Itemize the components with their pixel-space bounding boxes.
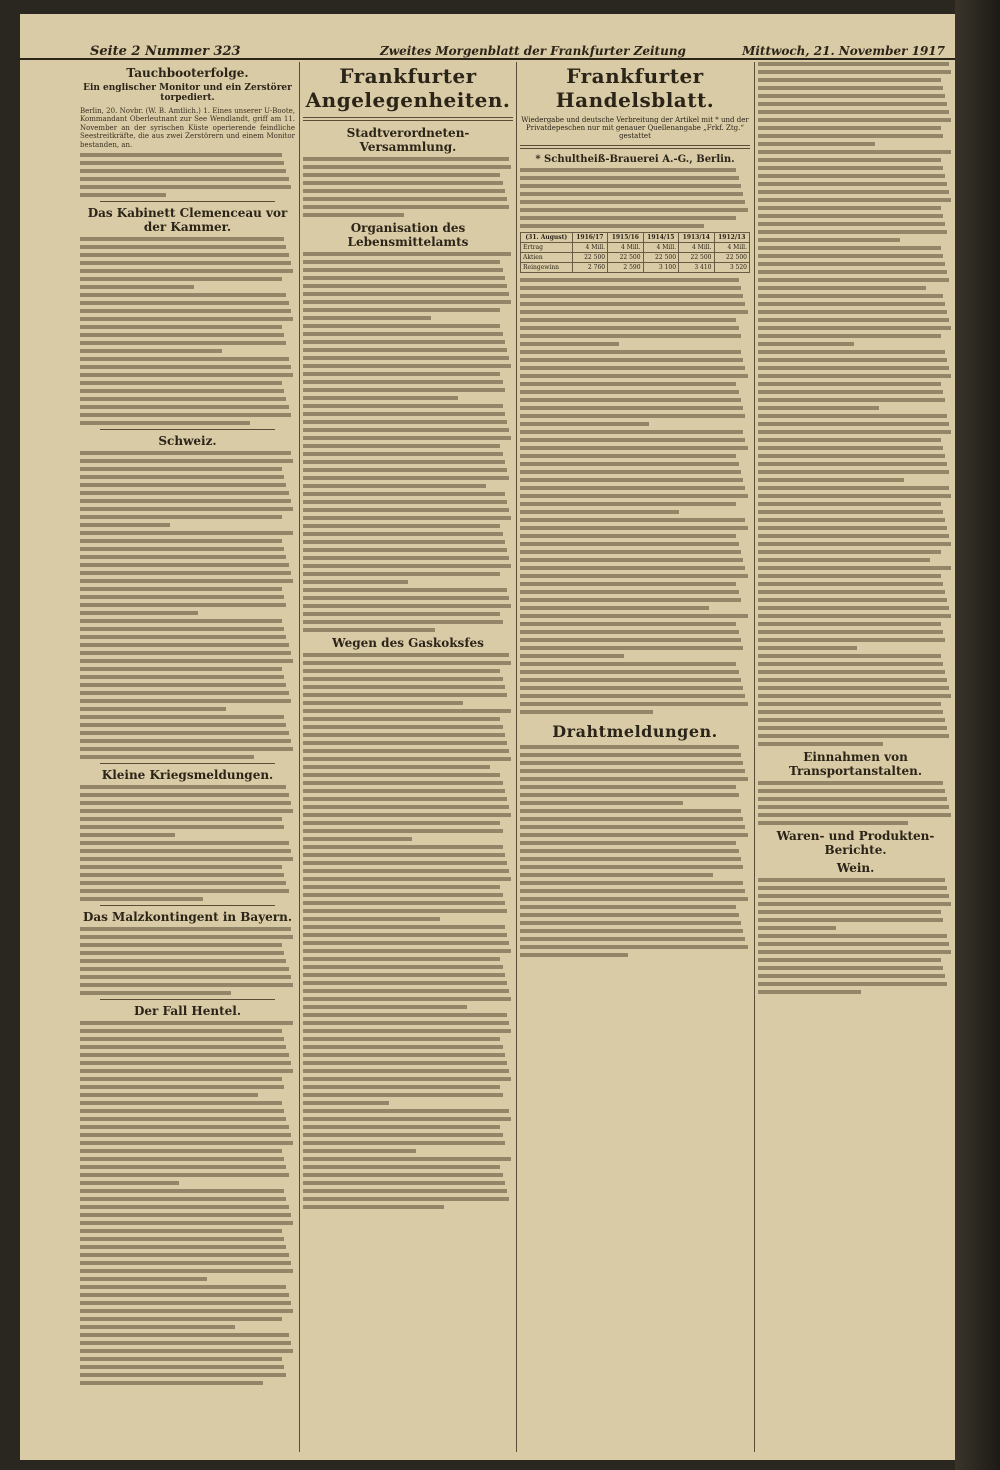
- article-heading: Der Fall Hentel.: [133, 1004, 242, 1019]
- table-header: (31. August): [521, 233, 573, 243]
- article-heading: Kleine Kriegsmeldungen.: [101, 768, 274, 783]
- illegible-text-block: [303, 1109, 513, 1153]
- table-cell: 3 100: [643, 263, 678, 273]
- illegible-text-block: [80, 153, 295, 197]
- illegible-text-block: [758, 246, 953, 290]
- page-number: Seite 2 Nummer 323: [90, 44, 241, 59]
- illegible-text-block: [80, 841, 295, 901]
- article-lede: Ein englischer Monitor und ein Zerstörer torpediert.: [83, 83, 292, 103]
- issue-date: Mittwoch, 21. November 1917: [742, 44, 945, 58]
- illegible-text-block: [520, 278, 750, 346]
- table-cell: 4 Mill.: [679, 243, 714, 253]
- table-cell: Ertrag: [521, 243, 573, 253]
- table-row: [521, 263, 750, 273]
- illegible-text-block: [80, 785, 295, 837]
- column-rule: [299, 62, 300, 1452]
- illegible-text-block: [520, 745, 750, 805]
- section-title: Drahtmeldungen.: [552, 722, 718, 741]
- illegible-text-block: [758, 934, 953, 994]
- table-header: 1912/13: [714, 233, 750, 243]
- illegible-text-block: [758, 781, 953, 825]
- illegible-text-block: [758, 654, 953, 746]
- table-cell: 4 Mill.: [714, 243, 750, 253]
- table-cell: 22 500: [608, 253, 643, 263]
- illegible-text-block: [520, 662, 750, 714]
- section-title: Frankfurter Handelsblatt.: [555, 64, 715, 112]
- illegible-text-block: [520, 168, 750, 228]
- table-cell: Aktien: [521, 253, 573, 263]
- illegible-text-block: [80, 1189, 295, 1281]
- table-cell: 3 520: [714, 263, 750, 273]
- illegible-text-block: [758, 414, 953, 482]
- illegible-text-block: [80, 293, 295, 353]
- table-header: 1916/17: [572, 233, 607, 243]
- table-row: [521, 243, 750, 253]
- illegible-text-block: [80, 1285, 295, 1329]
- column-3: [520, 62, 750, 1452]
- illegible-text-block: [303, 157, 513, 217]
- illegible-text-block: [303, 404, 513, 488]
- illegible-text-block: [303, 588, 513, 632]
- table-cell: 22 500: [679, 253, 714, 263]
- table-header: 1915/16: [608, 233, 643, 243]
- illegible-text-block: [758, 486, 953, 562]
- page-header: [20, 14, 955, 60]
- masthead: Zweites Morgenblatt der Frankfurter Zeitung: [380, 44, 686, 58]
- article-heading: Einnahmen von Transportanstalten.: [788, 750, 923, 778]
- illegible-text-block: [80, 357, 295, 425]
- illegible-text-block: [758, 294, 953, 346]
- illegible-text-block: [80, 1333, 295, 1385]
- illegible-text-block: [303, 1013, 513, 1105]
- table-header: 1914/15: [643, 233, 678, 243]
- illegible-text-block: [303, 252, 513, 320]
- illegible-text-block: [758, 62, 953, 146]
- page-edge: [955, 0, 1000, 1470]
- table-cell: 2 590: [608, 263, 643, 273]
- table-cell: 4 Mill.: [643, 243, 678, 253]
- article-heading: Schweiz.: [158, 434, 217, 449]
- illegible-text-block: [303, 925, 513, 1009]
- illegible-text-block: [303, 492, 513, 584]
- illegible-text-block: [303, 845, 513, 921]
- table-cell: 22 500: [572, 253, 607, 263]
- illegible-text-block: [303, 1157, 513, 1209]
- table-cell: 2 760: [572, 263, 607, 273]
- table-cell: 3 410: [679, 263, 714, 273]
- article-heading: Tauchbooterfolge.: [126, 66, 249, 80]
- illegible-text-block: [80, 927, 295, 995]
- table-row: [521, 253, 750, 263]
- article-heading: Das Kabinett Clemenceau vor der Kammer.: [87, 206, 288, 235]
- illegible-text-block: [80, 619, 295, 711]
- table-cell: 4 Mill.: [572, 243, 607, 253]
- illegible-text-block: [758, 878, 953, 930]
- article-heading: Organisation des Lebensmittelamts: [347, 221, 469, 249]
- illegible-text-block: [80, 237, 295, 289]
- illegible-text-block: [520, 614, 750, 658]
- table-cell: 4 Mill.: [608, 243, 643, 253]
- table-cell: 22 500: [643, 253, 678, 263]
- illegible-text-block: [303, 324, 513, 400]
- column-2: [303, 62, 513, 1452]
- illegible-text-block: [520, 809, 750, 877]
- article-heading: Waren- und Produkten-Berichte.: [776, 829, 935, 857]
- illegible-text-block: [520, 881, 750, 957]
- article-heading: Wein.: [836, 861, 875, 875]
- illegible-text-block: [758, 150, 953, 242]
- illegible-text-block: [520, 518, 750, 610]
- table-cell: Reingewinn: [521, 263, 573, 273]
- illegible-text-block: [303, 653, 513, 705]
- illegible-text-block: [303, 773, 513, 841]
- illegible-text-block: [80, 451, 295, 527]
- balance-table: [520, 232, 750, 273]
- table-header: 1913/14: [679, 233, 714, 243]
- company-heading: * Schultheiß-Brauerei A.-G., Berlin.: [535, 154, 735, 165]
- article-heading: Wegen des Gaskoksfes: [332, 636, 484, 650]
- column-rule: [516, 62, 517, 1452]
- section-note: Wiedergabe und deutsche Verbreitung der Artikel mit * und der Privatdepeschen nur mit genauer Quellenangabe „Frkf. Ztg.“ gestattet: [521, 116, 749, 140]
- illegible-text-block: [80, 1021, 295, 1097]
- illegible-text-block: [303, 709, 513, 769]
- article-heading: Das Malzkontingent in Bayern.: [82, 910, 293, 925]
- illegible-text-block: [80, 715, 295, 759]
- section-title: Frankfurter Angelegenheiten.: [305, 64, 511, 112]
- column-rule: [754, 62, 755, 1452]
- newspaper-page: [20, 14, 955, 1460]
- illegible-text-block: [758, 350, 953, 410]
- article-text: Berlin, 20. Novbr. (W. B. Amtlich.) 1. Eines unserer U-Boote, Kommandant Oberleutnant zur See Wendlandt, griff am 11. November an der syrischen Küste operierende feindliche Seestreitkräfte, die aus zwei Zerstörern und einem Monitor bestanden, an.: [80, 107, 295, 149]
- illegible-text-block: [520, 430, 750, 514]
- illegible-text-block: [758, 566, 953, 650]
- table-cell: 22 500: [714, 253, 750, 263]
- illegible-text-block: [80, 1101, 295, 1185]
- illegible-text-block: [520, 350, 750, 426]
- column-4: [758, 62, 953, 1452]
- article-heading: Stadtverordneten-Versammlung.: [346, 126, 470, 154]
- illegible-text-block: [80, 531, 295, 615]
- column-1: [80, 62, 295, 1452]
